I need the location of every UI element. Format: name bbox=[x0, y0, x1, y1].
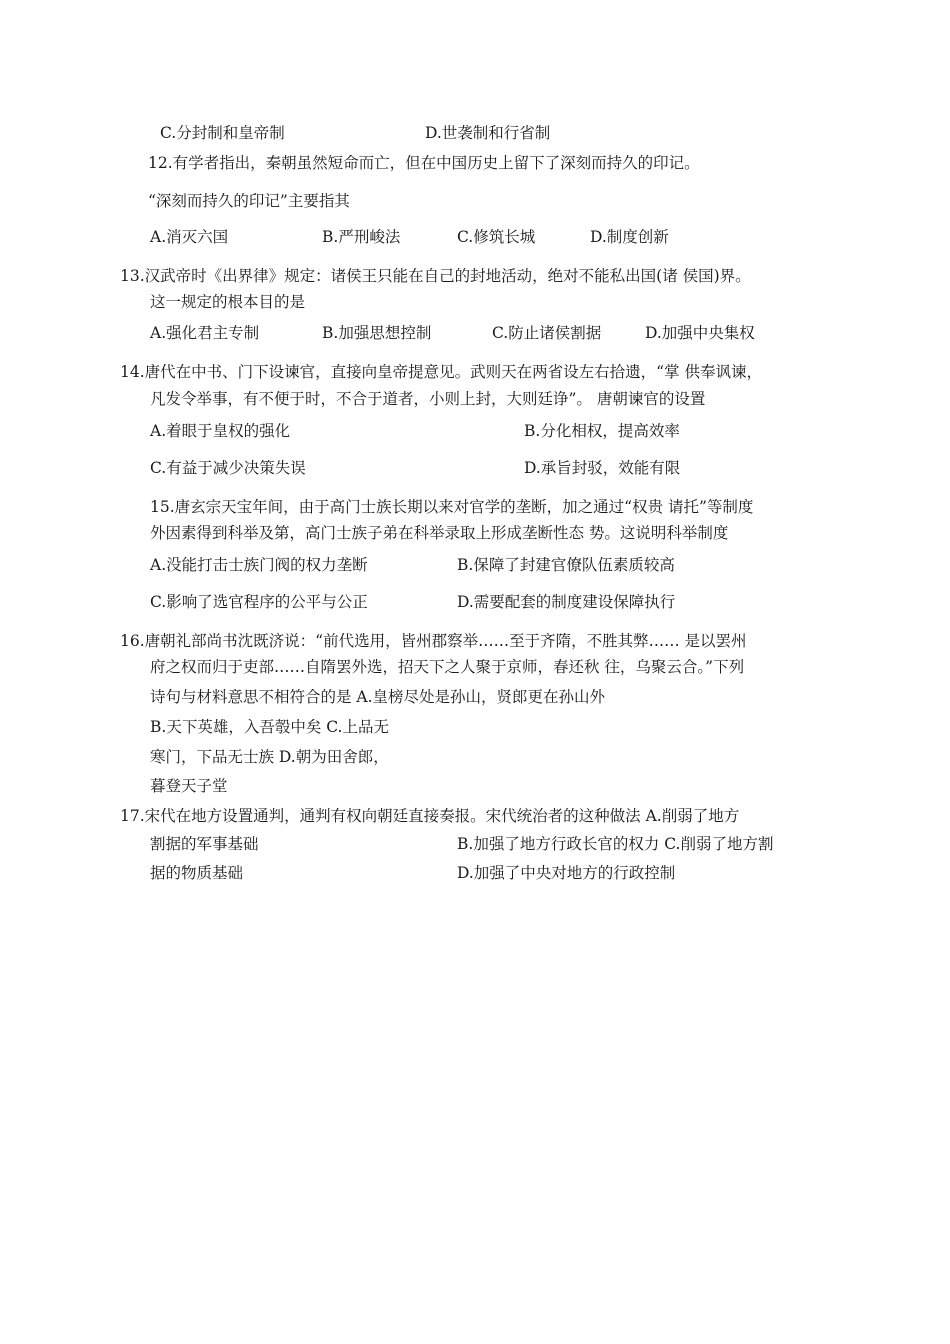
q11-option-d: D.世袭制和行省制 bbox=[425, 124, 551, 142]
q13-option-b: B.加强思想控制 bbox=[322, 324, 432, 342]
q14-option-d: D.承旨封驳，效能有限 bbox=[524, 459, 681, 477]
q12-option-d: D.制度创新 bbox=[590, 228, 669, 246]
q16-line-6: 暮登天子堂 bbox=[150, 777, 228, 795]
q17-line-2b: B.加强了地方行政长官的权力 C.削弱了地方割 bbox=[457, 835, 774, 853]
q12-stem-line-1: 12.有学者指出，秦朝虽然短命而亡，但在中国历史上留下了深刻而持久的印记。 bbox=[148, 154, 700, 172]
q12-option-b: B.严刑峻法 bbox=[322, 228, 401, 246]
q12-option-c: C.修筑长城 bbox=[457, 228, 536, 246]
q15-stem-line-2: 外因素得到科举及第，高门士族子弟在科举录取上形成垄断性态 势。这说明科举制度 bbox=[150, 524, 729, 542]
q16-stem-line-3: 诗句与材料意思不相符合的是 A.皇榜尽处是孙山，贤郎更在孙山外 bbox=[150, 688, 606, 706]
q13-option-a: A.强化君主专制 bbox=[150, 324, 260, 342]
q16-line-5: 寒门，下品无士族 D.朝为田舍郎， bbox=[150, 748, 389, 766]
q12-option-a: A.消灭六国 bbox=[150, 228, 229, 246]
q13-option-c: C.防止诸侯割据 bbox=[492, 324, 602, 342]
q17-line-2a: 割据的军事基础 bbox=[150, 835, 259, 853]
q15-option-d: D.需要配套的制度建设保障执行 bbox=[457, 593, 676, 611]
q16-stem-line-1: 16.唐朝礼部尚书沈既济说：“前代选用，皆州郡察举……至于齐隋，不胜其弊…… 是以罢州 bbox=[120, 632, 747, 650]
q15-option-a: A.没能打击士族门阀的权力垄断 bbox=[150, 556, 368, 574]
q14-option-a: A.着眼于皇权的强化 bbox=[150, 422, 291, 440]
q12-stem-line-2: “深刻而持久的印记”主要指其 bbox=[148, 192, 350, 210]
q16-stem-line-2: 府之权而归于吏部……自隋罢外选，招天下之人聚于京师，春还秋 往，乌聚云合。”下列 bbox=[150, 658, 745, 676]
q17-line-3b: D.加强了中央对地方的行政控制 bbox=[457, 864, 676, 882]
q15-option-c: C.影响了选官程序的公平与公正 bbox=[150, 593, 368, 611]
q14-stem-line-2: 凡发令举事，有不便于时，不合于道者，小则上封，大则廷诤”。 唐朝谏官的设置 bbox=[150, 390, 706, 408]
q16-line-4: B.天下英雄，入吾彀中矣 C.上品无 bbox=[150, 718, 389, 736]
q17-stem-line-1: 17.宋代在地方设置通判，通判有权向朝廷直接奏报。宋代统治者的这种做法 A.削弱了地方 bbox=[120, 807, 740, 825]
q14-stem-line-1: 14.唐代在中书、门下设谏官，直接向皇帝提意见。武则天在两省设左右拾遗，“掌 供奉讽谏， bbox=[120, 363, 763, 381]
q13-stem-line-2: 这一规定的根本目的是 bbox=[150, 293, 306, 311]
q14-option-c: C.有益于减少决策失误 bbox=[150, 459, 306, 477]
q15-stem-line-1: 15.唐玄宗天宝年间，由于高门士族长期以来对官学的垄断，加之通过“权贵 请托”等制度 bbox=[150, 498, 754, 516]
q11-option-c: C.分封制和皇帝制 bbox=[160, 124, 285, 142]
q13-option-d: D.加强中央集权 bbox=[645, 324, 755, 342]
q15-option-b: B.保障了封建官僚队伍素质较高 bbox=[457, 556, 675, 574]
q14-option-b: B.分化相权，提高效率 bbox=[524, 422, 680, 440]
q17-line-3a: 据的物质基础 bbox=[150, 864, 244, 882]
q13-stem-line-1: 13.汉武帝时《出界律》规定：诸侯王只能在自己的封地活动，绝对不能私出国(诸 侯国)界。 bbox=[120, 267, 751, 285]
